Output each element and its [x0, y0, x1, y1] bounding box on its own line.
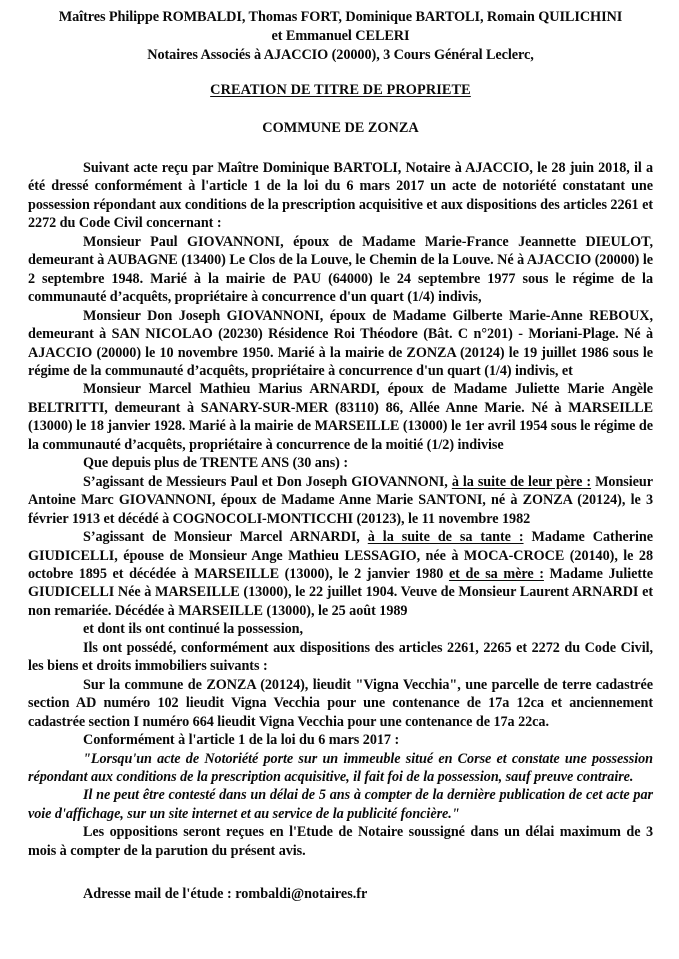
contact-email-line: Adresse mail de l'étude : rombaldi@notaires.fr: [83, 886, 368, 903]
succession-arnardi-text-1: S’agissant de Monsieur Marcel ARNARDI,: [83, 529, 368, 546]
paragraph-owner-3: Monsieur Marcel Mathieu Marius ARNARDI, époux de Madame Juliette Marie Angèle BELTRITTI, demeurant à SANARY-SUR-MER (83110) 86, Allée Anne Marie. Né à MARSEILLE (13000) le 18 janvier 1928. Marié à la mairie de MARSEILLE (13000) le 1er avril 1954 sous le régime de la communauté d’acquêts, propriétaire à concurrence de la moitié (1/2) indivise: [28, 381, 653, 453]
paragraph-law-quote-2: Il ne peut être contesté dans un délai de 5 ans à compter de la dernière publication de cet acte par voie d'affichage, sur un site internet et au service de la publicité foncière.": [28, 787, 653, 822]
document-title: [28, 82, 653, 99]
document-body: [28, 8, 653, 903]
succession-arnardi-underlined-mother: et de sa mère :: [448, 565, 544, 582]
paragraph-law-quote-1: "Lorsqu'un acte de Notoriété porte sur un immeuble situé en Corse et constate une possession répondant aux conditions de la prescription acquisitive, il fait foi de la possession, sauf preuve contraire.: [28, 750, 653, 785]
paragraph-parcel-description: Sur la commune de ZONZA (20124), lieudit "Vigna Vecchia", une parcelle de terre cadastrée section AD numéro 102 lieudit Vigna Vecchia pour une contenance de 17a 12ca et anciennement cadastrée section I numéro 664 lieudit Vigna Vecchia pour une contenance de 17a 22ca.: [28, 676, 653, 730]
paragraph-succession-giovannoni: [28, 473, 653, 528]
letterhead-line-1: Maîtres Philippe ROMBALDI, Thomas FORT, Dominique BARTOLI, Romain QUILICHINI: [58, 9, 623, 25]
succession-arnardi-underlined-aunt: à la suite de sa tante :: [367, 529, 524, 546]
document-content: [28, 159, 653, 860]
paragraph-possessed-goods: Ils ont possédé, conformément aux dispositions des articles 2261, 2265 et 2272 du Code Civil, les biens et droits immobiliers suivants :: [28, 639, 653, 675]
letterhead-line-3: Notaires Associés à AJACCIO (20000), 3 Cours Général Leclerc,: [147, 47, 534, 63]
letterhead: [28, 8, 653, 65]
paragraph-succession-arnardi: [28, 528, 653, 620]
document-title-text: CREATION DE TITRE DE PROPRIETE: [210, 82, 471, 98]
paragraph-owner-1: Monsieur Paul GIOVANNONI, époux de Madame Marie-France Jeannette DIEULOT, demeurant à AUBAGNE (13400) Le Clos de la Louve, le Chemin de la Louve. Né à AJACCIO (20000) le 2 septembre 1948. Marié à la mairie de PAU (64000) le 24 septembre 1977 sous le régime de la communauté d’acquêts, propriétaire à concurrence d'un quart (1/4) indivis,: [28, 233, 653, 306]
succession-arnardi-text-2: Madame Catherine GIUDICELLI, épouse de Monsieur Ange Mathieu LESSAGIO, née à MOCA-CROCE (20140), le 28 octobre 1895 et décédée à MARSEILLE (13000), le 2 janvier 1980: [28, 529, 654, 582]
paragraph-act-reference: Suivant acte reçu par Maître Dominique BARTOLI, Notaire à AJACCIO, le 28 juin 2018, il a été dressé conformément à l'article 1 de la loi du 6 mars 2017 un acte de notoriété constatant une possession répondant aux conditions de la prescription acquisitive et aux dispositions des articles 2261 et 2272 du Code Civil concernant :: [28, 160, 654, 232]
succession-giovannoni-underlined: à la suite de leur père :: [451, 473, 592, 490]
paragraph-thirty-years: Que depuis plus de TRENTE ANS (30 ans) :: [83, 455, 349, 472]
paragraph-oppositions: Les oppositions seront reçues en l'Etude de Notaire soussigné dans un délai maximum de 3 mois à compter de la parution du présent avis.: [28, 824, 653, 859]
paragraph-continued-possession: et dont ils ont continué la possession,: [83, 621, 303, 638]
succession-giovannoni-text-1: S’agissant de Messieurs Paul et Don Joseph GIOVANNONI,: [83, 473, 452, 490]
commune-subtitle-text: COMMUNE DE ZONZA: [262, 120, 419, 136]
paragraph-owner-2: Monsieur Don Joseph GIOVANNONI, époux de Madame Gilberte Marie-Anne REBOUX, demeurant à SAN NICOLAO (20230) Résidence Roi Théodore (Bât. C n°201) - Moriani-Plage. Né à AJACCIO (20000) le 10 novembre 1950. Marié à la mairie de ZONZA (20124) le 19 juillet 1986 sous le régime de la communauté d’acquêts, propriétaire à concurrence d'un quart (1/4) indivis, et: [28, 307, 653, 379]
succession-giovannoni-text-2: Monsieur Antoine Marc GIOVANNONI, époux de Madame Anne Marie SANTONI, né à ZONZA (20124), le 3 février 1913 et décédé à COGNOCOLI-MONTICCHI (20123), le 11 novembre 1982: [28, 473, 653, 527]
succession-arnardi-text-3: Madame Juliette GIUDICELLI Née à MARSEILLE (13000), le 22 juillet 1904. Veuve de Monsieur Laurent ARNARDI et non remariée. Décédée à MARSEILLE (13000), le 25 août 1989: [28, 565, 653, 619]
commune-subtitle: [28, 120, 653, 137]
letterhead-line-2: et Emmanuel CELERI: [271, 28, 410, 44]
paragraph-law-reference: Conformément à l'article 1 de la loi du 6 mars 2017 :: [83, 732, 400, 749]
